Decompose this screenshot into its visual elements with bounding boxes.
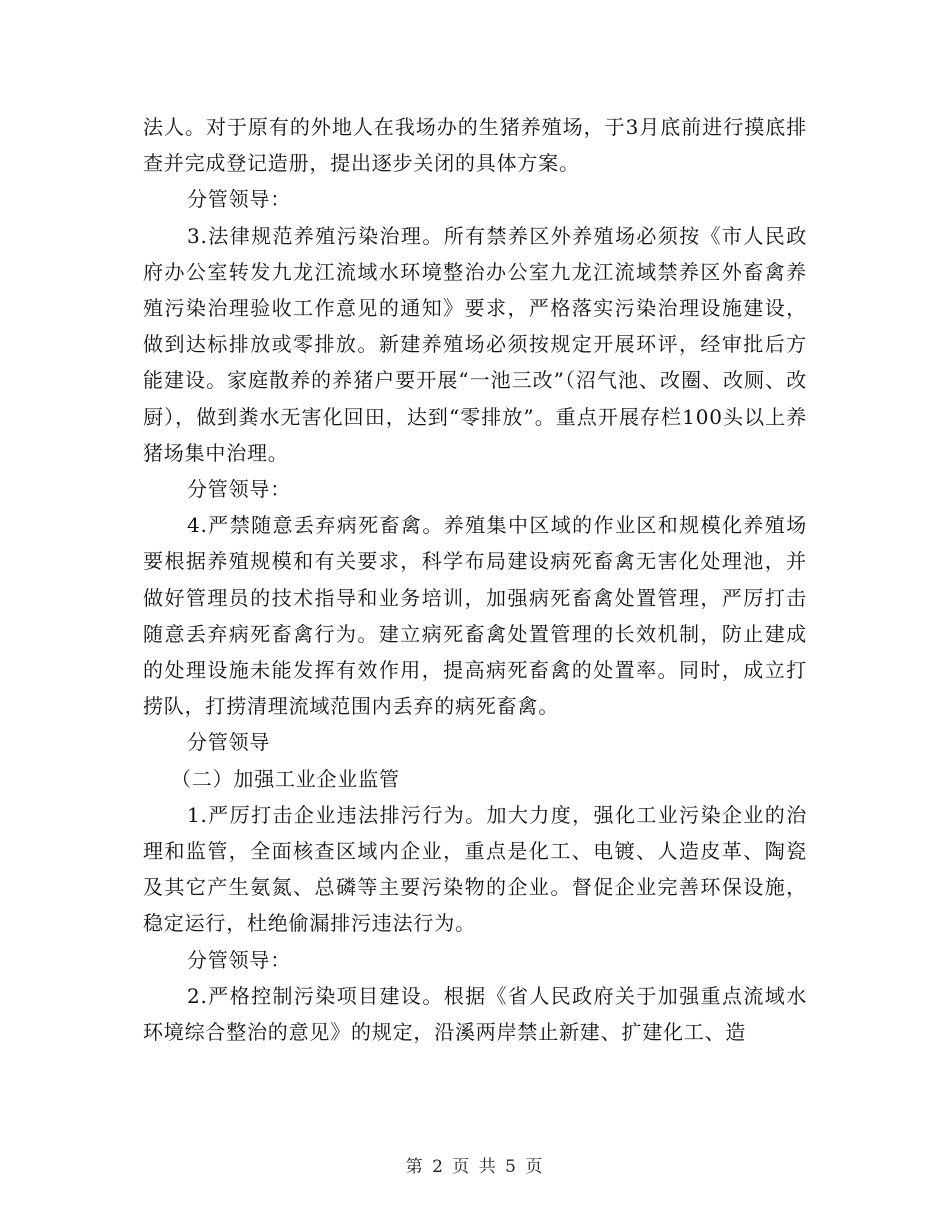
responsible-leader-label: 分管领导 [187,730,271,755]
paragraph-item-3: 3.法律规范养殖污染治理。所有禁养区外养殖场必须按《市人民政府办公室转发九龙江流域水环境整治办公室九龙江流域禁养区外畜禽养殖污染治理验收工作意见的通知》要求，严格落实污染治理设施建设，做到达标排放或零排放。新建养殖场必须按规定开展环评，经审批后方能建设。家庭散养的养猪户要开展“一池三改”（沼气池、改圈、改厕、改厨），做到粪水无害化回田，达到“零排放”。重点开展存栏100头以上养猪场集中治理。 [143,223,807,465]
responsible-leader-label: 分管领导： [187,477,291,502]
responsible-leader-label: 分管领导： [187,187,291,212]
paragraph-item-1: 1.严厉打击企业违法排污行为。加大力度，强化工业污染企业的治理和监管，全面核查区域内企业，重点是化工、电镀、人造皮革、陶瓷及其它产生氨氮、总磷等主要污染物的企业。督促企业完善环保设施，稳定运行，杜绝偷漏排污违法行为。 [143,802,807,936]
section-heading: （二）加强工业企业监管 [171,766,400,791]
paragraph-item-2: 2.严格控制污染项目建设。根据《省人民政府关于加强重点流域水环境综合整治的意见》的规定，沿溪两岸禁止新建、扩建化工、造 [143,983,807,1045]
document-body [143,109,807,1050]
page-number-footer: 第 2 页 共 5 页 [405,1157,545,1177]
paragraph-continuation: 法人。对于原有的外地人在我场办的生猪养殖场，于3月底前进行摸底排查并完成登记造册，提出逐步关闭的具体方案。 [143,115,807,176]
responsible-leader-label: 分管领导： [187,947,291,972]
paragraph-item-4: 4.严禁随意丢弃病死畜禽。养殖集中区域的作业区和规模化养殖场要根据养殖规模和有关要求，科学布局建设病死畜禽无害化处理池，并做好管理员的技术指导和业务培训，加强病死畜禽处置管理，严厉打击随意丢弃病死畜禽行为。建立病死畜禽处置管理的长效机制，防止建成的处理设施未能发挥有效作用，提高病死畜禽的处置率。同时，成立打捞队，打捞清理流域范围内丢弃的病死畜禽。 [143,513,807,719]
